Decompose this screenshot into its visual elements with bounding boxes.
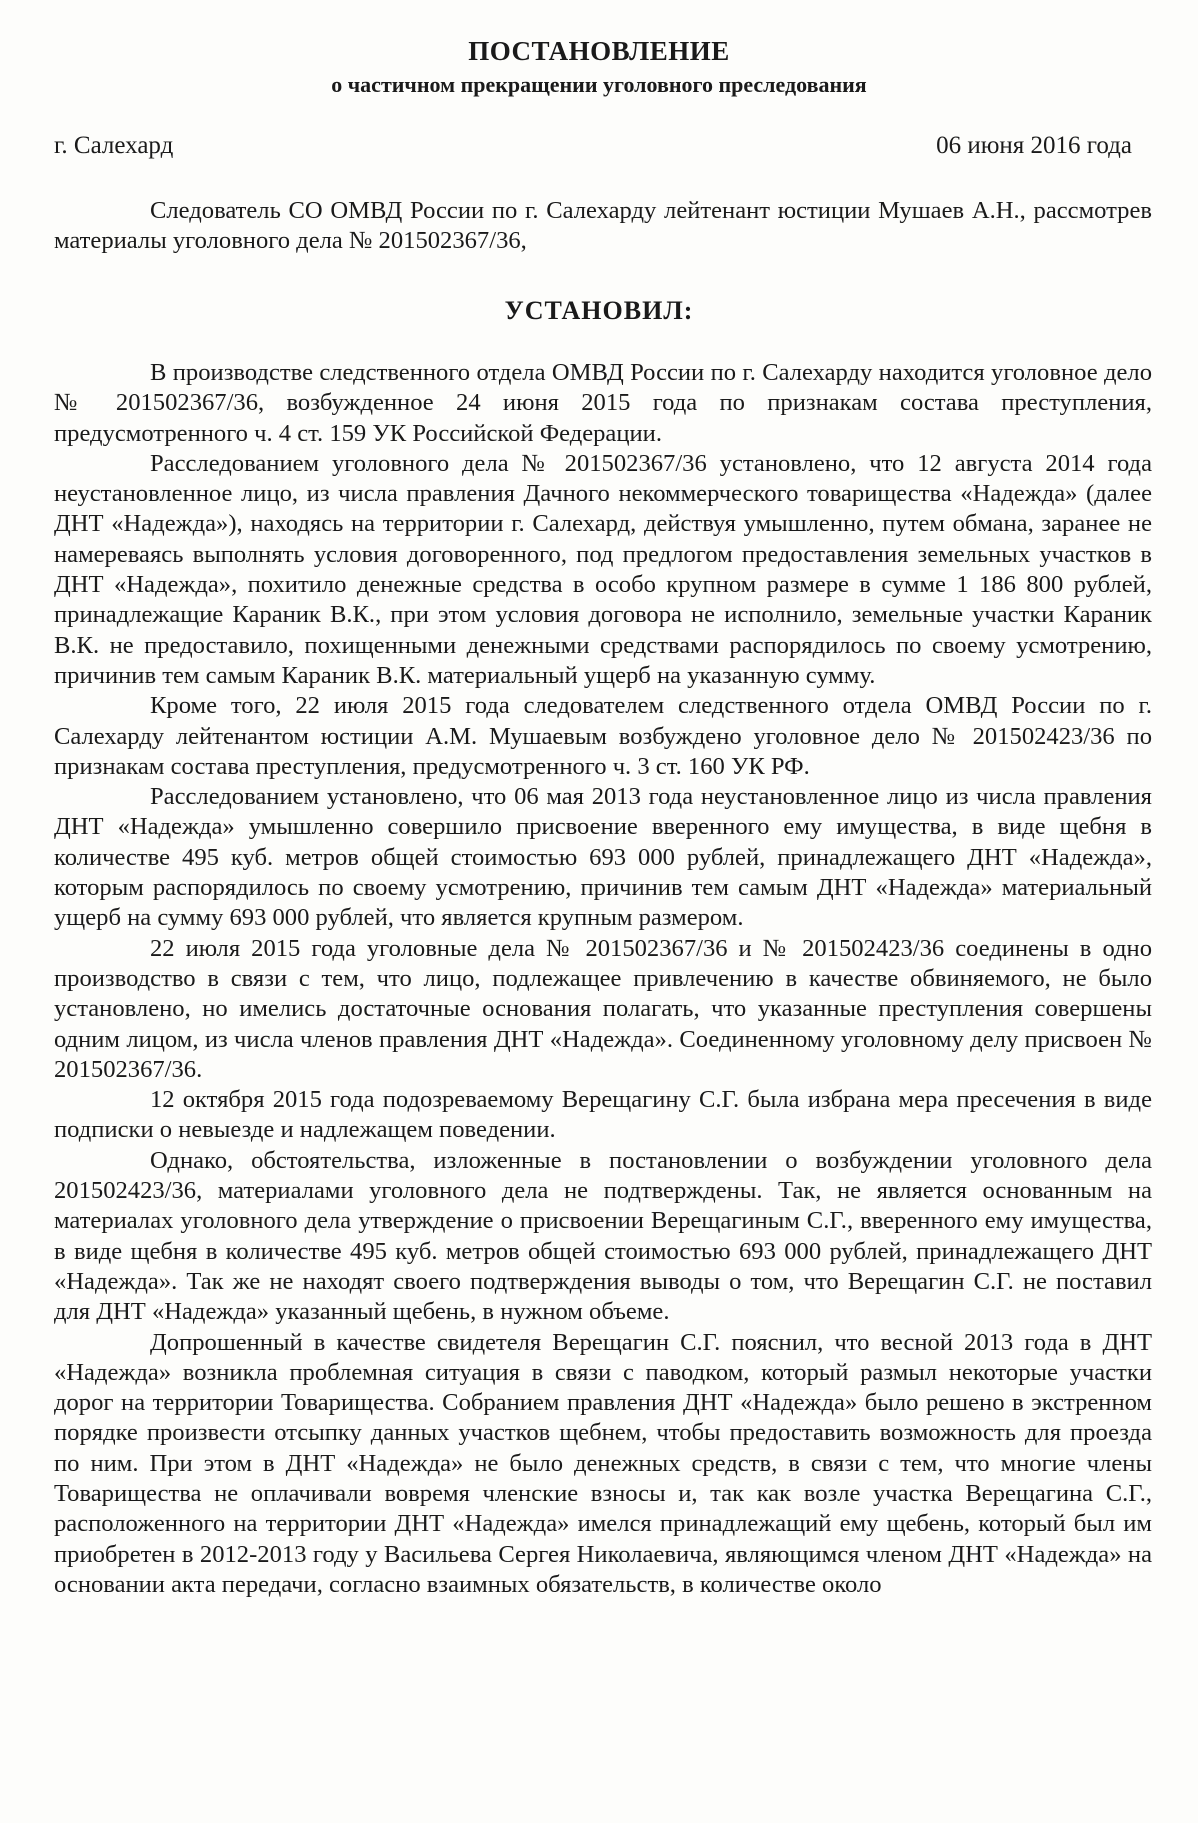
paragraph-6: 12 октября 2015 года подозреваемому Верещагину С.Г. была избрана мера пресечения в виде подписки о невыезде и надлежащем поведении. — [54, 1086, 1152, 1144]
section-heading: УСТАНОВИЛ: — [504, 296, 694, 325]
intro-paragraph: Следователь СО ОМВД России по г. Салехарду лейтенант юстиции Мушаев А.Н., рассмотрев материалы уголовного дела № 201502367/36, — [54, 197, 1152, 255]
document-subtitle: о частичном прекращении уголовного преследования — [331, 72, 867, 97]
document-title: ПОСТАНОВЛЕНИЕ — [468, 36, 730, 66]
paragraph-1: В производстве следственного отдела ОМВД России по г. Салехарду находится уголовное дело № 201502367/36, возбужденное 24 июня 2015 года по признакам состава преступления, предусмотренного ч. 4 ст. 159 УК Российской Федерации. — [54, 359, 1152, 447]
paragraph-5: 22 июля 2015 года уголовные дела № 201502367/36 и № 201502423/36 соединены в одно производство в связи с тем, что лицо, подлежащее привлечению в качестве обвиняемого, не было установлено, но имелись достаточные основания полагать, что указанные преступления совершены одним лицом, из числа членов правления ДНТ «Надежда». Соединенному уголовному делу присвоен № 201502367/36. — [54, 934, 1152, 1083]
paragraph-3: Кроме того, 22 июля 2015 года следователем следственного отдела ОМВД России по г. Салехарду лейтенантом юстиции А.М. Мушаевым возбуждено уголовное дело № 201502423/36 по признакам состава преступления, предусмотренного ч. 3 ст. 160 УК РФ. — [54, 692, 1152, 780]
document-date: 06 июня 2016 года — [936, 132, 1132, 159]
intro-block — [54, 196, 1152, 257]
paragraph-2: Расследованием уголовного дела № 201502367/36 установлено, что 12 августа 2014 года неустановленное лицо, из числа правления Дачного некоммерческого товарищества «Надежда» (далее ДНТ «Надежда»), находясь на территории г. Салехард, действуя умышленно, путем обмана, заранее не намереваясь выполнять условия договоренного, под предлогом предоставления земельных участков в ДНТ «Надежда», похитило денежные средства в особо крупном размере в сумме 1 186 800 рублей, принадлежащие Караник В.К., при этом условия договора не исполнило, земельные участки Караник В.К. не предоставило, похищенными денежными средствами распорядилось по своему усмотрению, причинив тем самым Караник В.К. материальный ущерб на указанную сумму. — [54, 449, 1152, 689]
paragraph-7: Однако, обстоятельства, изложенные в постановлении о возбуждении уголовного дела 201502423/36, материалами уголовного дела не подтверждены. Так, не является основанным на материалах уголовного дела утверждение о присвоении Верещагиным С.Г., вверенного ему имущества, в виде щебня в количестве 495 куб. метров общей стоимостью 693 000 рублей, принадлежащего ДНТ «Надежда». Так же не находят своего подтверждения выводы о том, что Верещагин С.Г. не поставил для ДНТ «Надежда» указанный щебень, в нужном объеме. — [54, 1146, 1152, 1326]
document-place: г. Салехард — [54, 132, 174, 159]
paragraph-8: Допрошенный в качестве свидетеля Верещагин С.Г. пояснил, что весной 2013 года в ДНТ «Надежда» возникла проблемная ситуация в связи с паводком, который размыл некоторые участки дорог на территории Товарищества. Собранием правления ДНТ «Надежда» было решено в экстренном порядке произвести отсыпку данных участков щебнем, чтобы предоставить возможность для проезда по ним. При этом в ДНТ «Надежда» не было денежных средств, в связи с тем, что многие члены Товарищества не оплачивали вовремя членские взносы и, так как возле участка Верещагина С.Г., расположенного на территории ДНТ «Надежда» имелся принадлежащий ему щебень, который был им приобретен в 2012-2013 году у Васильева Сергея Николаевича, являющимся членом ДНТ «Надежда» на основании акта передачи, согласно взаимных обязательств, в количестве около — [54, 1328, 1152, 1598]
document-body — [54, 358, 1152, 1600]
paragraph-4: Расследованием установлено, что 06 мая 2013 года неустановленное лицо из числа правления ДНТ «Надежда» умышленно совершило присвоение вверенного ему имущества, в виде щебня в количестве 495 куб. метров общей стоимостью 693 000 рублей, принадлежащего ДНТ «Надежда», которым распорядилось по своему усмотрению, причинив тем самым ДНТ «Надежда» материальный ущерб на сумму 693 000 рублей, что является крупным размером. — [54, 783, 1152, 932]
